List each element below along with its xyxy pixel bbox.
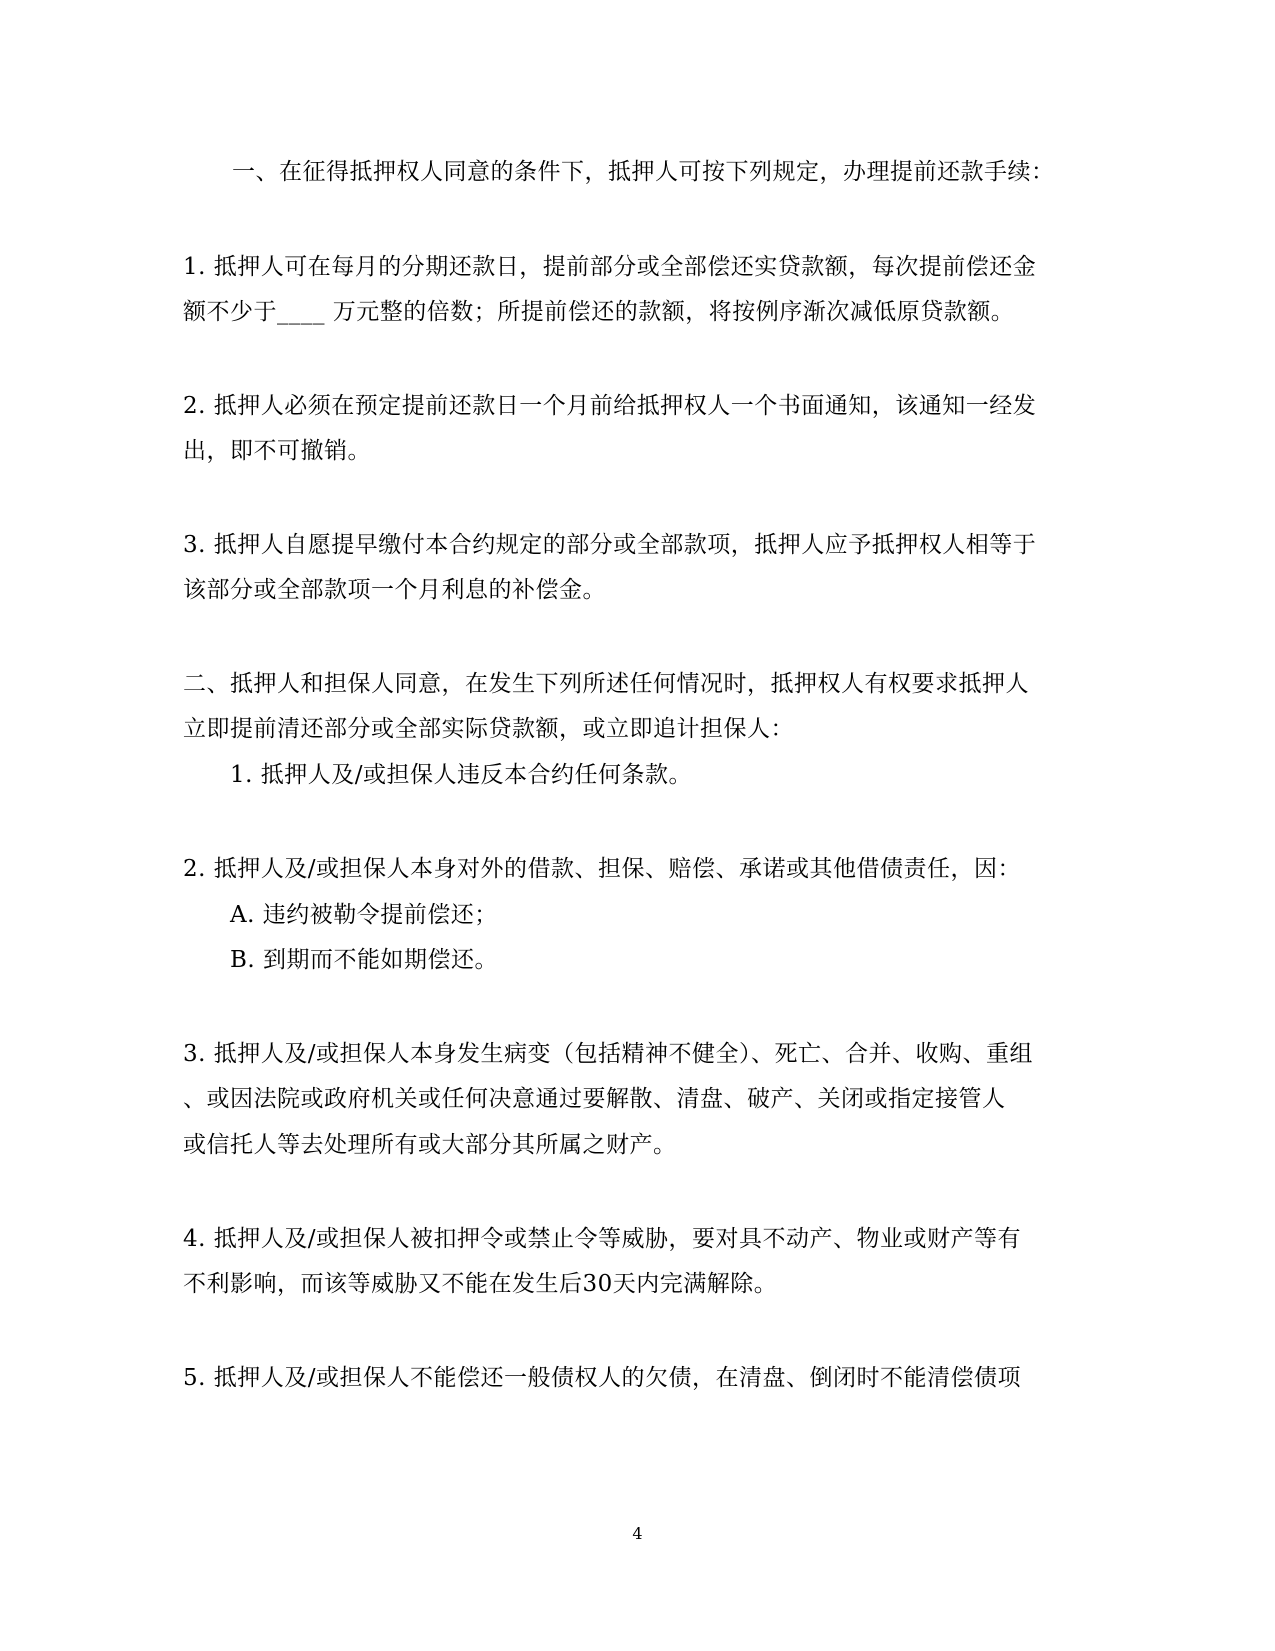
section-two-heading-line-1: 二、抵押人和担保人同意，在发生下列所述任何情况时，抵押权人有权要求抵押人 [183,671,1029,697]
section-two-heading-line-2: 立即提前清还部分或全部实际贷款额，或立即追计担保人： [183,716,794,742]
section-one-heading: 一、在征得抵押权人同意的条件下，抵押人可按下列规定，办理提前还款手续： [232,159,1055,185]
page-number: 4 [632,1524,643,1543]
section-two-clause-3-line-2: 、或因法院或政府机关或任何决意通过要解散、清盘、破产、关闭或指定接管人 [183,1086,1006,1112]
section-two-clause-1: 1. 抵押人及/或担保人违反本合约任何条款。 [230,762,693,788]
section-two-clause-3-line-3: 或信托人等去处理所有或大部分其所属之财产。 [183,1132,677,1158]
section-two-clause-4-line-2: 不利影响，而该等威胁又不能在发生后30天内完满解除。 [183,1271,778,1297]
clause-2-line-2: 出，即不可撤销。 [183,438,371,464]
section-two-clause-2: 2. 抵押人及/或担保人本身对外的借款、担保、赔偿、承诺或其他借债责任，因： [183,856,1022,882]
section-two-clause-5-line-1: 5. 抵押人及/或担保人不能偿还一般债权人的欠债，在清盘、倒闭时不能清偿债项 [183,1365,1022,1391]
section-two-clause-4-line-1: 4. 抵押人及/或担保人被扣押令或禁止令等威胁，要对具不动产、物业或财产等有 [183,1226,1022,1252]
clause-2-item-a: A. 违约被勒令提前偿还； [230,902,498,928]
clause-1-line-1: 1. 抵押人可在每月的分期还款日，提前部分或全部偿还实贷款额，每次提前偿还金 [183,254,1037,280]
section-two-clause-3-line-1: 3. 抵押人及/或担保人本身发生病变（包括精神不健全）、死亡、合并、收购、重组 [183,1041,1034,1067]
clause-2-item-b: B. 到期而不能如期偿还。 [230,947,499,973]
clause-3-line-2: 该部分或全部款项一个月利息的补偿金。 [183,577,606,603]
clause-3-line-1: 3. 抵押人自愿提早缴付本合约规定的部分或全部款项，抵押人应予抵押权人相等于 [183,532,1037,558]
clause-2-line-1: 2. 抵押人必须在预定提前还款日一个月前给抵押权人一个书面通知，该通知一经发 [183,393,1037,419]
clause-1-line-2: 额不少于____ 万元整的倍数；所提前偿还的款额，将按例序渐次减低原贷款额。 [183,299,1015,325]
